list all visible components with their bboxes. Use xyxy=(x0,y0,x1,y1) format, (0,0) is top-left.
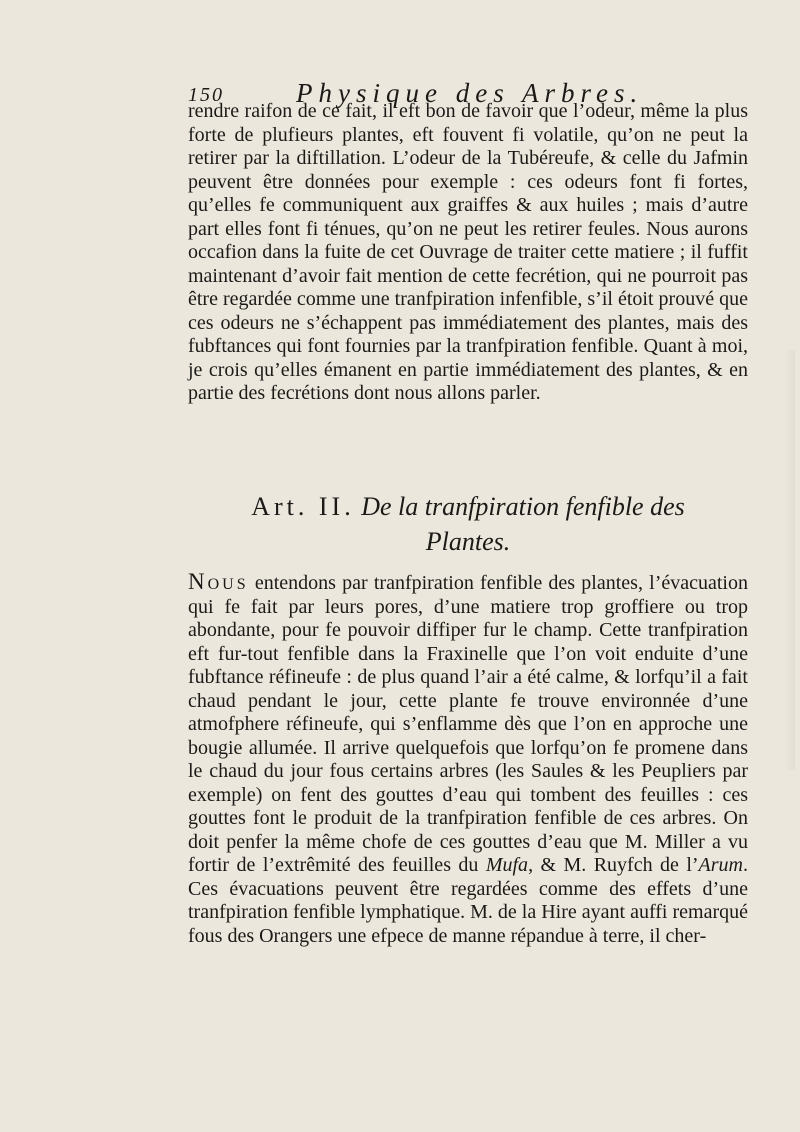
paragraph-odeurs: rendre raifon de ce fait, il eft bon de favoir que l’odeur, même la plus forte de plufieurs plantes, eft fouvent fi volatile, qu’on ne peut la retirer par la diftillation. L’odeur de la Tubéreufe, & celle du Jafmin peuvent être données pour exemple : ces odeurs font fi fortes, qu’elles fe communiquent aux graiffes & aux huiles ; mais d’autre part elles font fi ténues, qu’on ne peut les retirer feules. Nous aurons occafion dans la fuite de cet Ouvrage de traiter cette matiere ; il fuffit maintenant d’avoir fait mention de cette fecrétion, qui ne pourroit pas être regardée comme une tranfpiration infenfible, s’il étoit prouvé que ces odeurs ne s’échappent pas immédiatement des plantes, mais des fubftances qui font fournies par la tranfpiration fenfible. Quant à moi, je crois qu’elles émanent en partie immédiatement des plantes, & en partie des fecrétions dont nous allons parler. xyxy=(188,100,748,404)
heading-title-part-2: Plantes. xyxy=(425,527,511,556)
paragraph-text-3: . Ces évacuations peuvent être regardées comme des effets d’une tranfpiration fenfible lymphatique. M. de la Hire ayant auffi remarqué fous des Orangers une efpece de manne répandue à terre, il cher- xyxy=(188,854,748,947)
heading-title-part-1: De la tranfpiration fenfible des xyxy=(361,492,685,521)
running-title: Physique des Arbres. xyxy=(296,78,644,108)
term-musa: Mufa xyxy=(485,854,529,876)
paper-edge-shading xyxy=(785,350,795,770)
paragraph-text-1: entendons par tranfpiration fenfible des plantes, l’évacuation qui fe fait par leurs pores, d’une matiere trop groffiere ou trop abondante, pour fe pouvoir diffiper fur le champ. Cette tranfpiration eft fur-tout fenfible dans la Fraxinelle que l’on voit enduite d’une fubftance réfineufe : de plus quand l’air a été calme, & lorfqu’il a fait chaud pendant le jour, cette plante fe trouve environnée d’une atmofphere réfineufe, qui s’enflamme dès que l’on en approche une bougie allumée. Il arrive quelquefois que lorfqu’on fe promene dans le chaud du jour fous certains arbres (les Saules & les Peupliers par exemple) on fent des gouttes d’eau qui tombent des feuilles : ces gouttes font le produit de la tranfpiration fenfible de ces arbres. On doit penfer la même chofe de ces gouttes d’eau que M. Miller a vu fortir de l’extrêmité des feuilles du xyxy=(188,572,748,876)
article-number: Art. II. xyxy=(251,492,355,521)
section-heading xyxy=(188,490,748,560)
paragraph-text-2: , & M. Ruyfch de l’ xyxy=(528,854,699,876)
heading-line-1 xyxy=(188,490,748,524)
term-arum: Arum xyxy=(698,854,743,876)
paragraph-transpiration xyxy=(188,570,748,948)
page-number: 150 xyxy=(188,84,224,106)
paragraph-lead-word: Nous xyxy=(188,569,249,594)
